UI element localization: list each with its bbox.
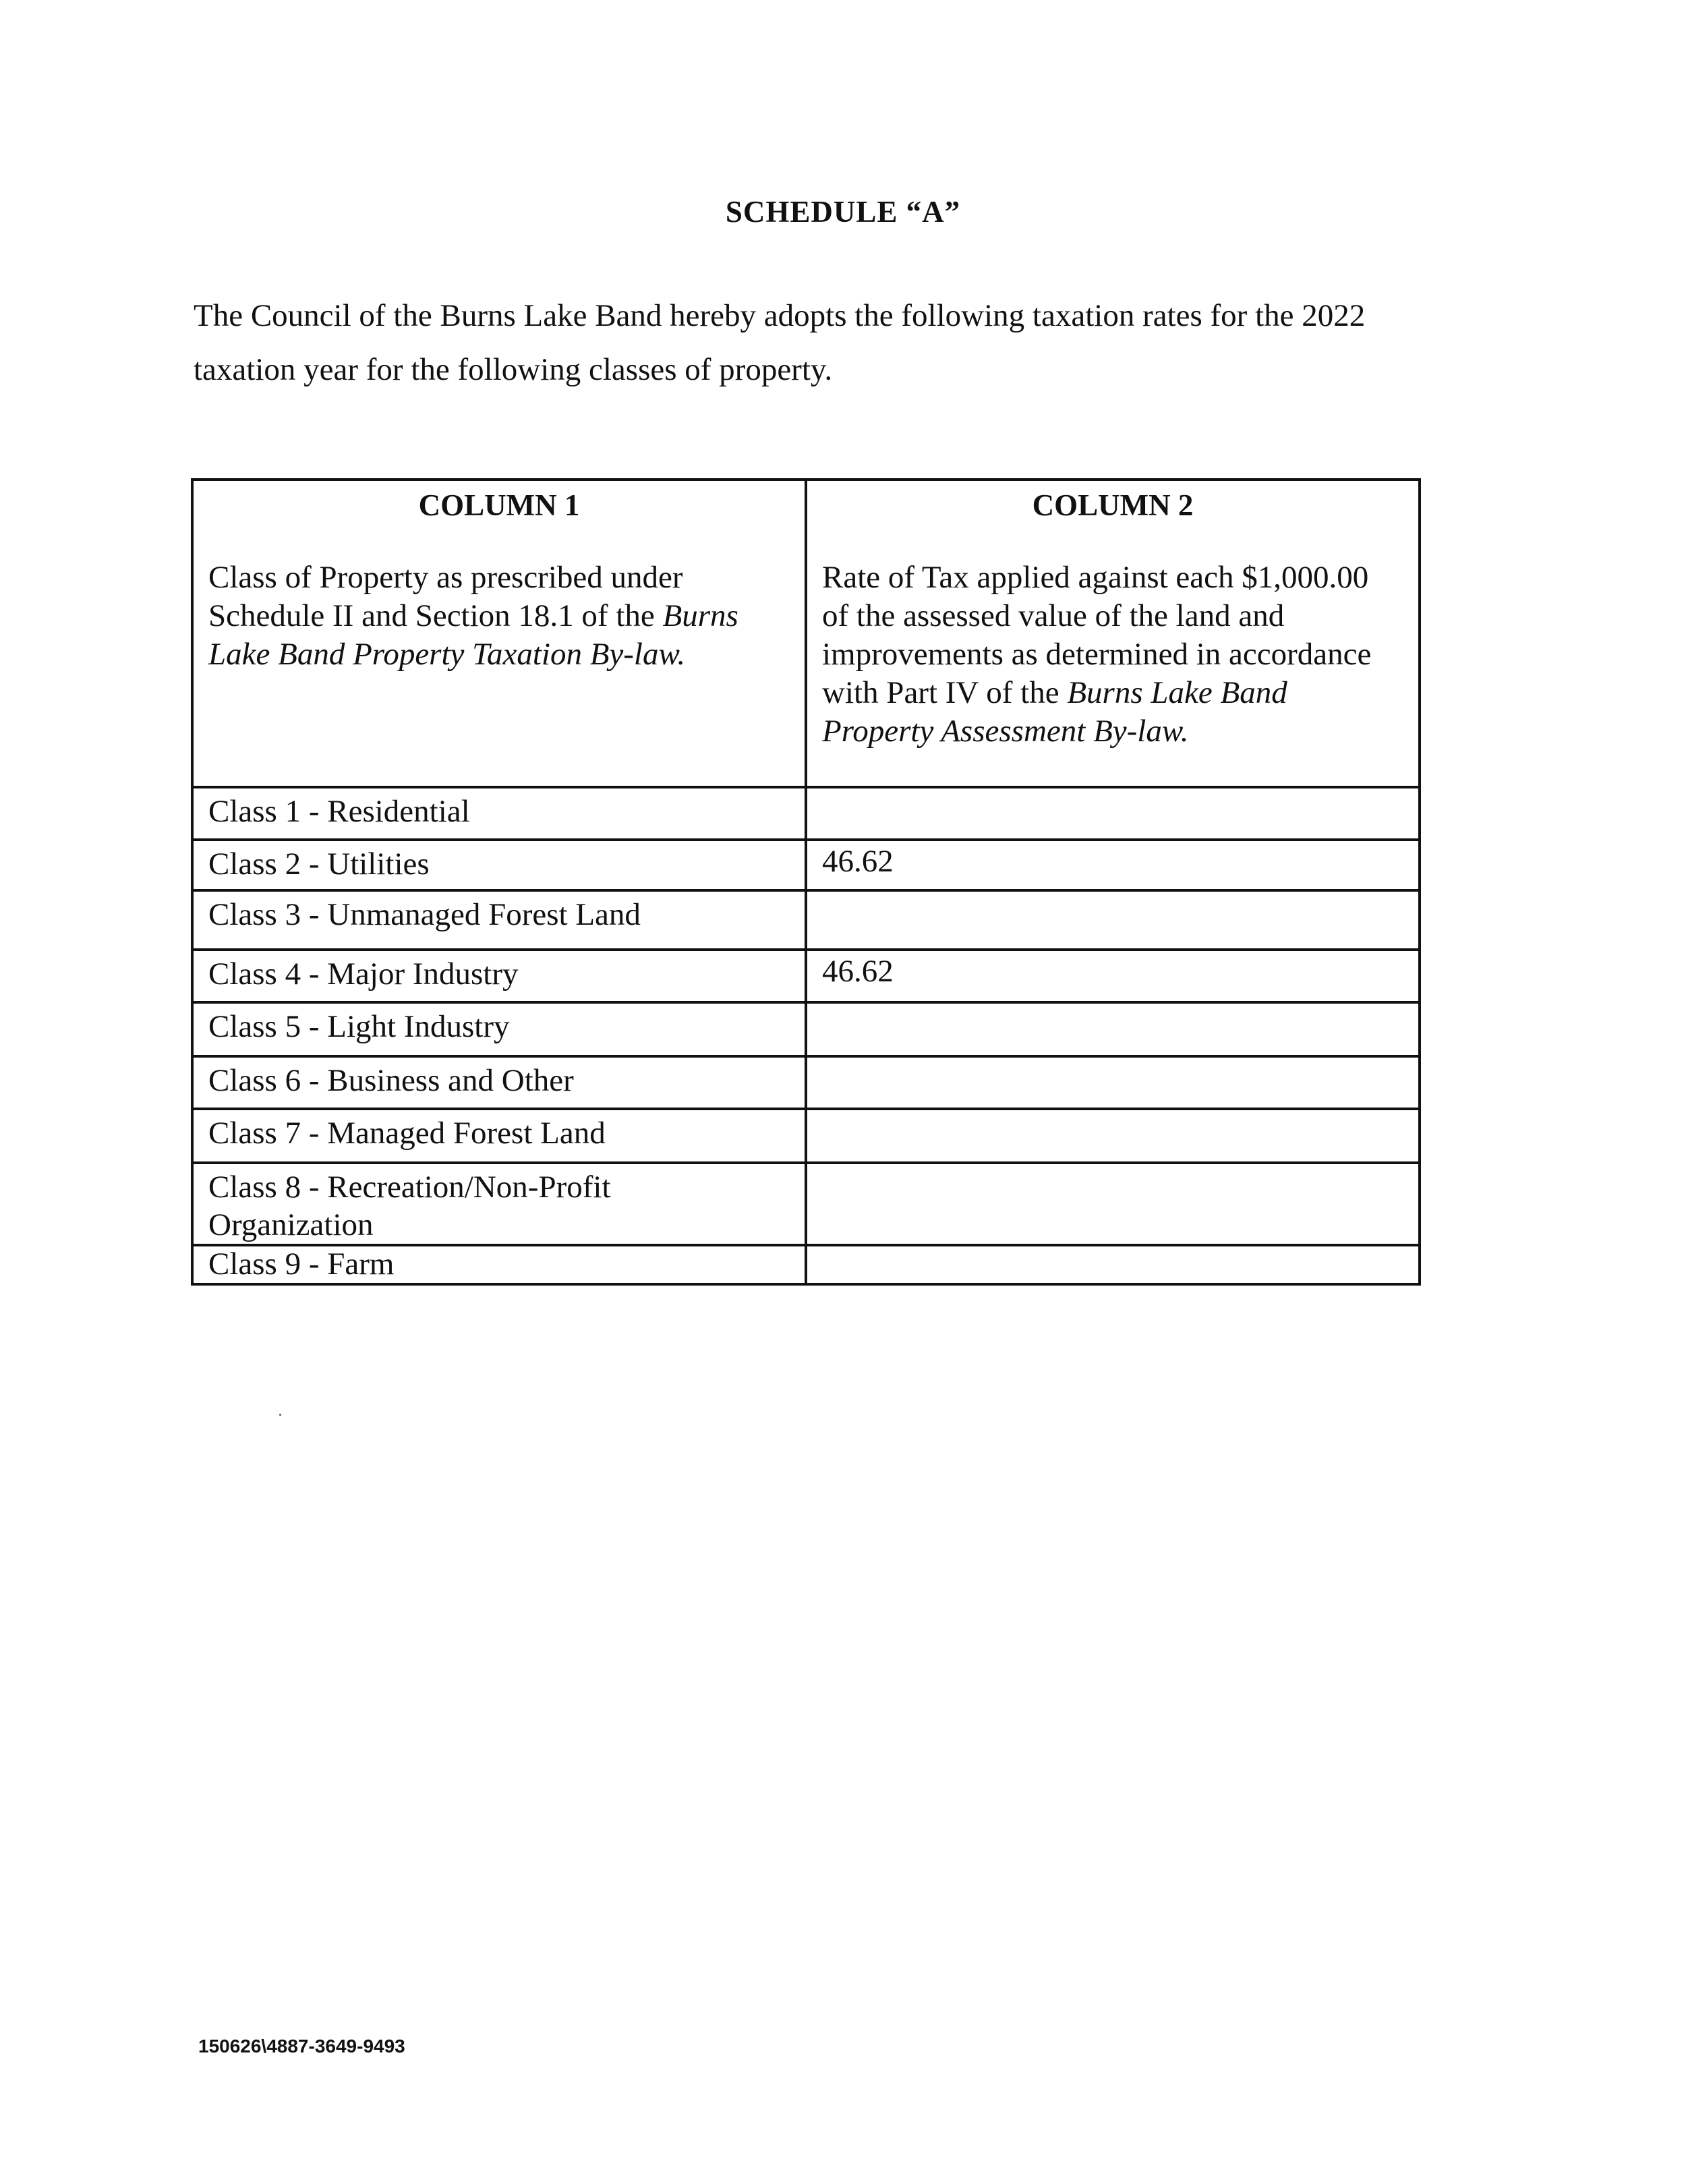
table-row	[192, 890, 1420, 950]
column-2-desc-line: Rate of Tax applied against each $1,000.00	[822, 560, 1369, 595]
schedule-heading: SCHEDULE “A”	[725, 195, 961, 229]
column-2-desc-italic: Property Assessment By-law.	[822, 714, 1189, 749]
tax-rate-cell	[806, 787, 1420, 840]
tax-rate-cell: 46.62	[806, 950, 1420, 1002]
property-class-cell: Class 1 - Residential	[192, 787, 806, 840]
property-class-cell: Class 5 - Light Industry	[192, 1002, 806, 1056]
tax-rate-table	[191, 478, 1421, 1286]
table-header-row	[192, 480, 1420, 787]
column-1-header	[192, 480, 806, 787]
scan-speck	[279, 1414, 281, 1416]
column-1-desc-text: Schedule II and Section 18.1 of the	[208, 598, 663, 633]
property-class-cell: Class 7 - Managed Forest Land	[192, 1109, 806, 1163]
column-1-desc-italic: Lake Band Property Taxation By-law.	[208, 637, 686, 672]
table-row	[192, 950, 1420, 1002]
intro-paragraph	[194, 289, 1441, 397]
table-row	[192, 787, 1420, 840]
tax-rate-cell	[806, 1109, 1420, 1163]
tax-rate-cell	[806, 890, 1420, 950]
tax-rate-cell	[806, 1163, 1420, 1245]
property-class-cell: Class 4 - Major Industry	[192, 950, 806, 1002]
property-class-cell: Class 3 - Unmanaged Forest Land	[192, 890, 806, 950]
tax-rate-cell	[806, 1002, 1420, 1056]
column-2-desc-line: improvements as determined in accordance	[822, 637, 1372, 672]
column-2-desc-line: of the assessed value of the land and	[822, 598, 1285, 633]
column-1-desc-italic: Burns	[662, 598, 738, 633]
column-2-description	[822, 558, 1403, 751]
column-1-desc-line: Class of Property as prescribed under	[208, 560, 683, 595]
column-1-description	[208, 558, 790, 674]
column-2-desc-line	[822, 674, 1403, 712]
table-row	[192, 1109, 1420, 1163]
table-row	[192, 1002, 1420, 1056]
property-class-line: Organization	[208, 1207, 374, 1242]
table-row	[192, 1163, 1420, 1245]
property-class-cell: Class 9 - Farm	[192, 1245, 806, 1284]
property-class-cell	[192, 1163, 806, 1245]
column-1-desc-line	[208, 597, 790, 635]
intro-line-1: The Council of the Burns Lake Band hereby adopts the following taxation rates for the 2022	[194, 298, 1366, 333]
property-class-cell: Class 6 - Business and Other	[192, 1056, 806, 1109]
table-row	[192, 1056, 1420, 1109]
table-row	[192, 1245, 1420, 1284]
document-reference-number: 150626\4887-3649-9493	[198, 2036, 405, 2057]
tax-rate-cell: 46.62	[806, 840, 1420, 890]
table-row	[192, 840, 1420, 890]
property-class-cell: Class 2 - Utilities	[192, 840, 806, 890]
tax-rate-cell	[806, 1056, 1420, 1109]
column-2-title: COLUMN 2	[1032, 488, 1194, 522]
tax-rate-cell	[806, 1245, 1420, 1284]
intro-line-2: taxation year for the following classes of property.	[194, 352, 833, 387]
column-1-title: COLUMN 1	[418, 488, 580, 522]
column-2-header	[806, 480, 1420, 787]
column-2-desc-italic: Burns Lake Band	[1067, 675, 1287, 710]
column-2-desc-text: with Part IV of the	[822, 675, 1068, 710]
property-class-line: Class 8 - Recreation/Non-Profit	[208, 1170, 611, 1205]
